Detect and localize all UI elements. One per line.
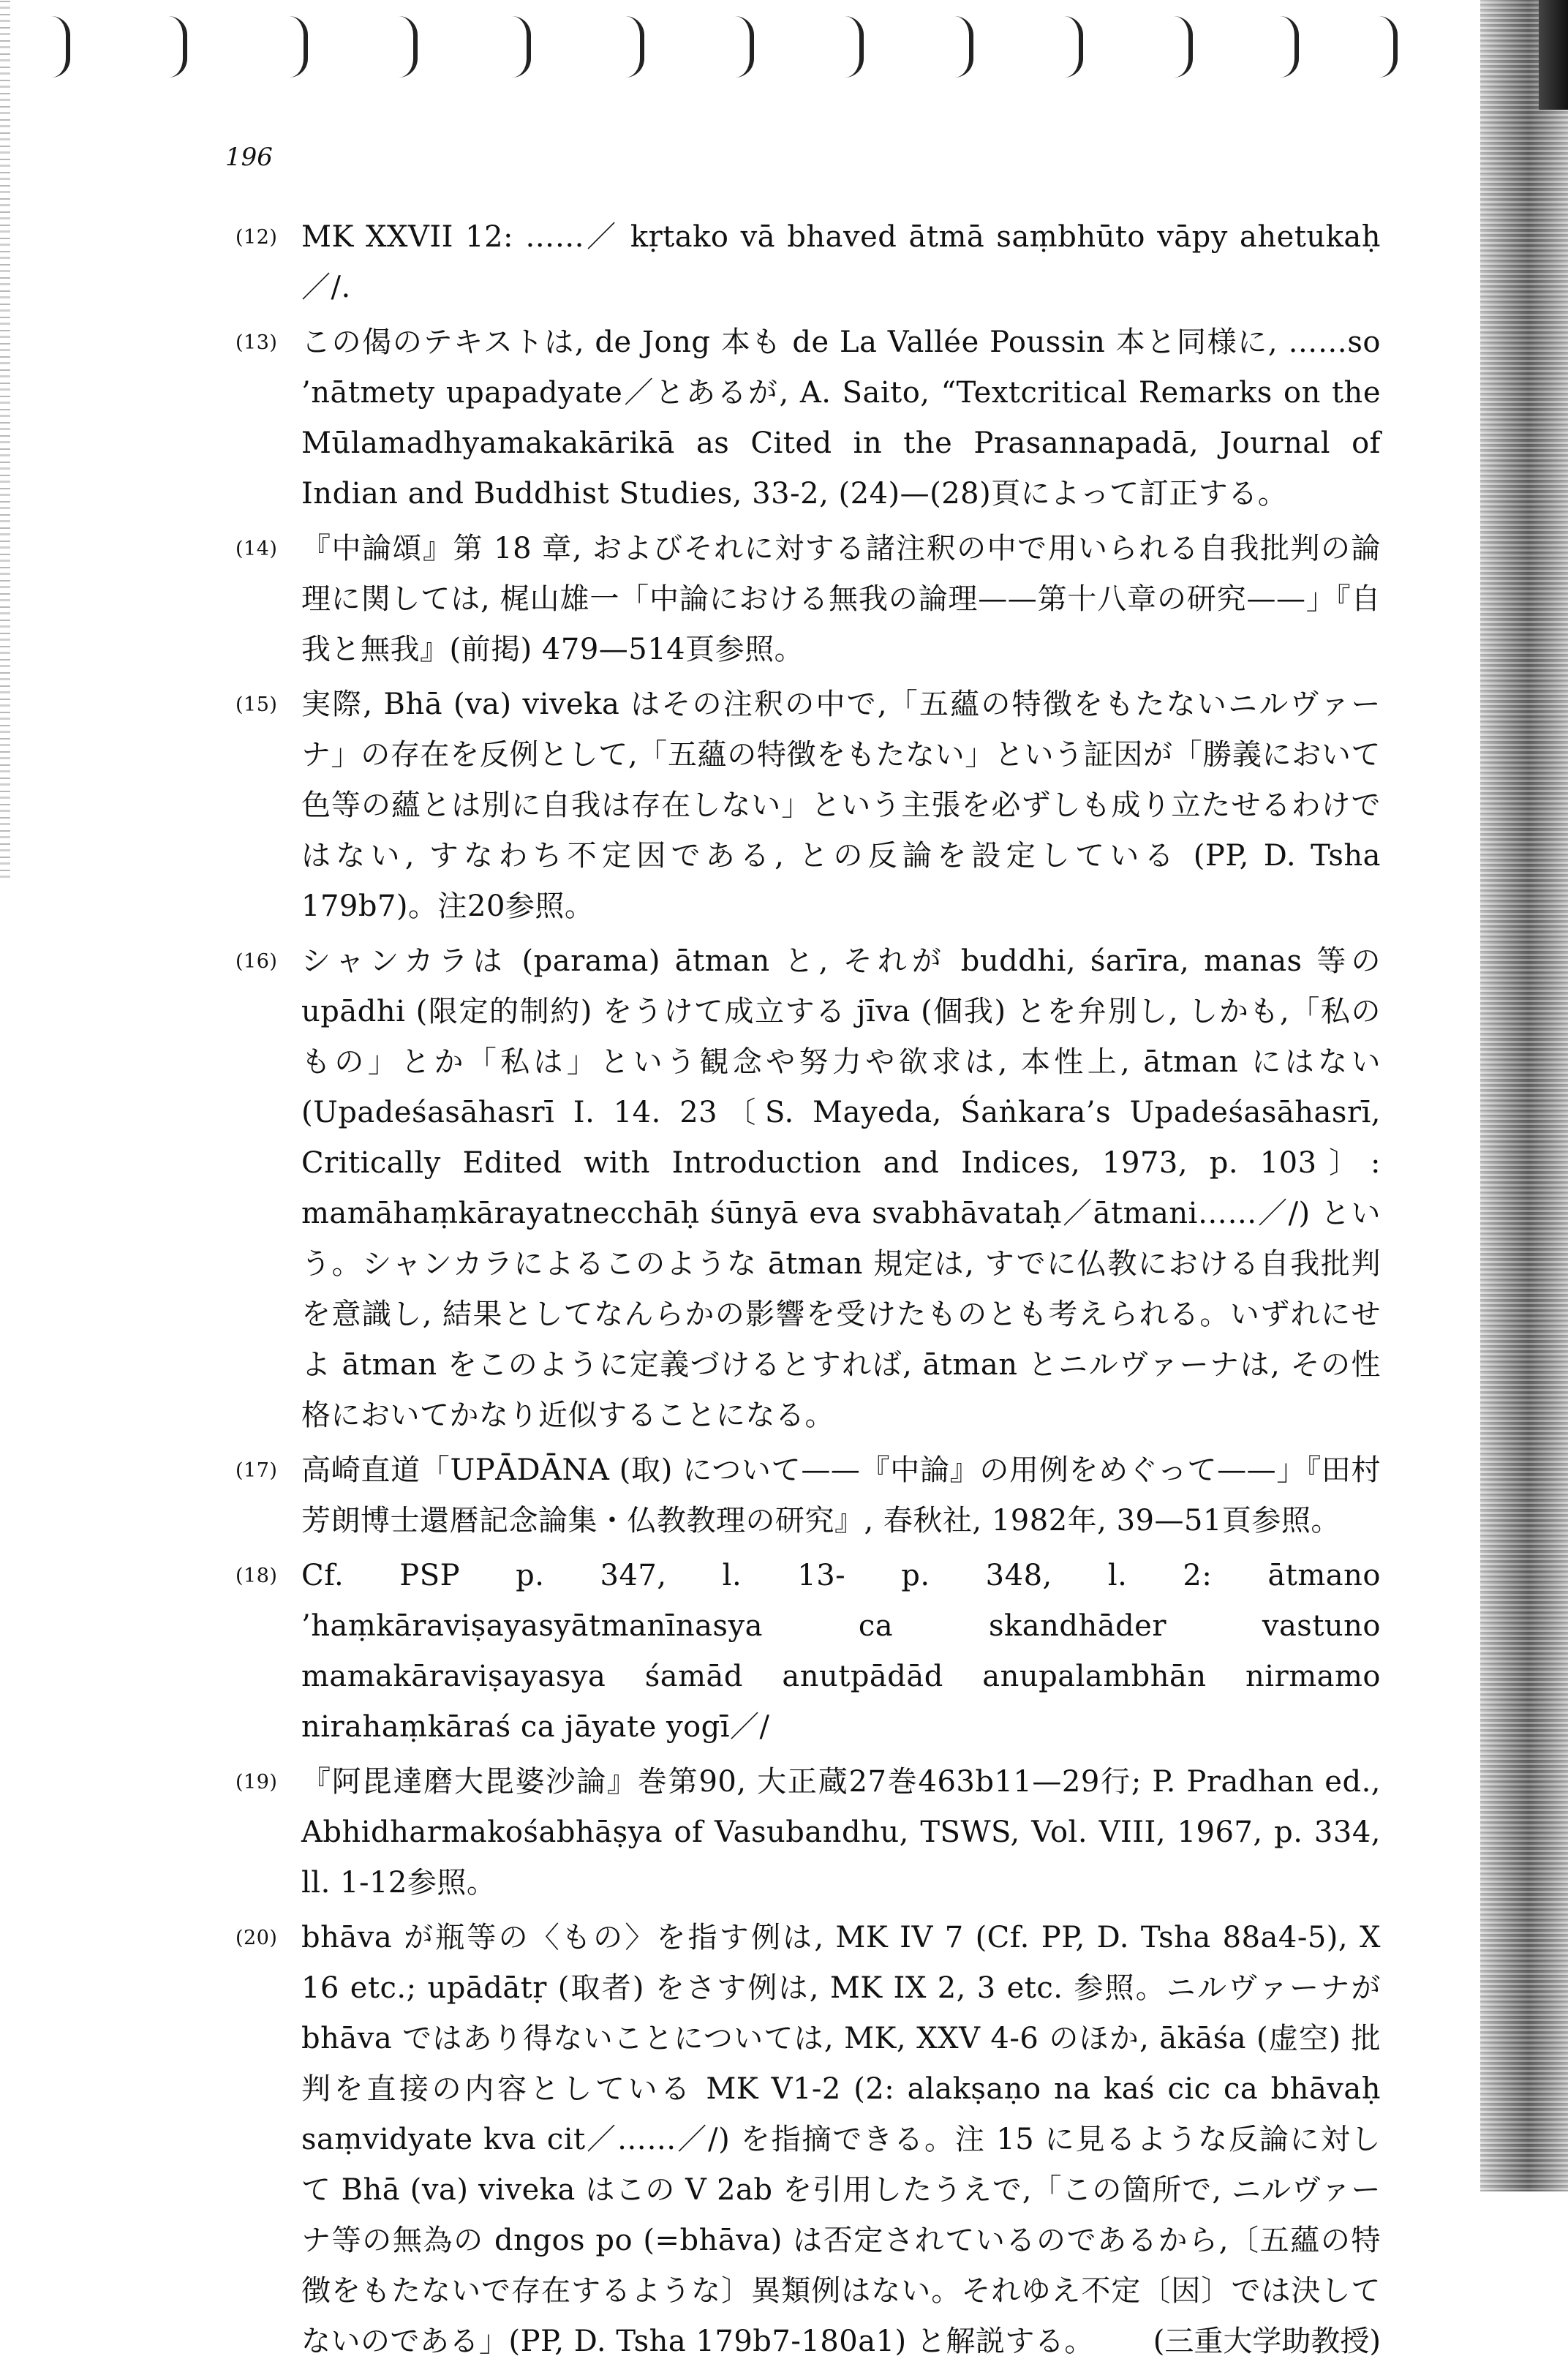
footnote-text: 『阿毘達磨大毘婆沙論』巻第90, 大正蔵27巻463b11—29行; P. Pradhan ed., Abhidharmakośabhāṣya of Vasubandhu, TSWS, Vol. VIII, 1967, p. 334, ll. 1-12参照。 xyxy=(301,1765,1381,1900)
footnote-17 xyxy=(235,1445,1381,1546)
footnote-text: 実際, Bhā (va) viveka はその注釈の中で,「五蘊の特徴をもたないニルヴァーナ」の存在を反例として,「五蘊の特徴をもたない」という証因が「勝義において色等の蘊とは別に自我は存在しない」という主張を必ずしも成り立たせるわけではない, すなわち不定因である, との反論を設定している (PP, D. Tsha 179b7)。注20参照。 xyxy=(301,688,1381,923)
footnote-16 xyxy=(235,936,1381,1441)
footnote-18 xyxy=(235,1551,1381,1753)
binding-hole xyxy=(399,16,418,78)
binding-hole xyxy=(51,16,70,78)
footnote-20 xyxy=(235,1913,1381,2367)
binding-hole xyxy=(845,16,864,78)
footnote-13 xyxy=(235,317,1381,519)
footnote-number: (20) xyxy=(235,1927,278,1949)
footnote-text: MK XXVII 12: ……／ kṛtako vā bhaved ātmā saṃbhūto vāpy ahetukaḥ／/. xyxy=(301,220,1381,304)
footnote-19 xyxy=(235,1757,1381,1908)
footnotes xyxy=(235,212,1381,2367)
footnote-number: (15) xyxy=(235,693,278,716)
page-number: 196 xyxy=(225,143,273,172)
binding-hole xyxy=(625,16,644,78)
binding-hole xyxy=(954,16,973,78)
footnote-text: bhāva が瓶等の〈もの〉を指す例は, MK IV 7 (Cf. PP, D. Tsha 88a4-5), X 16 etc.; upādātṛ (取者) をさす例は, MK IX 2, 3 etc. 参照。ニルヴァーナが bhāva ではあり得ないことについては, MK, XXV 4-6 のほか, ākāśa (虚空) 批判を直接の内容としている MK V1-2 (2: alakṣaṇo na kaś cic ca bhāvaḥ saṃvidyate kva cit／……／/) を指摘できる。注 15 に見るような反論に対して Bhā (va) viveka はこの V 2ab を引用したうえで,「この箇所で, ニルヴァーナ等の無為の dngos po (=bhāva) は否定されているのであるから,〔五蘊の特徴をもたないで存在するような〕異類例はない。それゆえ不定〔因〕では決してないのである」(PP, D. Tsha 179b7-180a1) と解説する。 xyxy=(301,1921,1381,2358)
footnote-15 xyxy=(235,680,1381,932)
binding-hole xyxy=(1379,16,1398,78)
author-affiliation: (三重大学助教授) xyxy=(1153,2325,1381,2358)
footnote-text: Cf. PSP p. 347, l. 13- p. 348, l. 2: ātmano ’haṃkāraviṣayasyātmanīnasya ca skandhāder vastuno mamakāraviṣayasya śamād anutpādād anupalambhān nirmamo nirahaṃkāraś ca jāyate yogī／/ xyxy=(301,1559,1381,1744)
book-binding-edge xyxy=(1480,0,1568,2191)
footnote-number: (16) xyxy=(235,950,278,973)
binding-hole xyxy=(289,16,308,78)
footnote-text: シャンカラは (parama) ātman と, それが buddhi, śarīra, manas 等の upādhi (限定的制約) をうけて成立する jīva (個我) とを弁別し, しかも,「私のもの」とか「私は」という観念や努力や欲求は, 本性上, ātman にはない (Upadeśasāhasrī I. 14. 23〔S. Mayeda, Śaṅkara’s Upadeśasāhasrī, Critically Edited with Introduction and Indices, 1973, p. 103〕: mamāhaṃkārayatnecchāḥ śūnyā eva svabhāvataḥ／ātmani……／/) という。シャンカラによるこのような ātman 規定は, すでに仏教における自我批判を意識し, 結果としてなんらかの影響を受けたものとも考えられる。いずれにせよ ātman をこのように定義づけるとすれば, ātman とニルヴァーナは, その性格においてかなり近似することになる。 xyxy=(301,944,1381,1432)
footnote-text: 『中論頌』第 18 章, およびそれに対する諸注釈の中で用いられる自我批判の論理に関しては, 梶山雄一「中論における無我の論理——第十八章の研究——」『自我と無我』(前掲) 479—514頁参照。 xyxy=(301,532,1381,666)
footnote-number: (19) xyxy=(235,1771,278,1794)
footnote-number: (17) xyxy=(235,1459,278,1482)
footnote-number: (13) xyxy=(235,331,278,354)
binding-holes xyxy=(0,16,1477,82)
binding-hole xyxy=(168,16,187,78)
footnote-14 xyxy=(235,524,1381,675)
binding-hole xyxy=(1064,16,1083,78)
footnote-number: (18) xyxy=(235,1565,278,1587)
binding-hole xyxy=(1174,16,1193,78)
scan-left-edge xyxy=(0,0,10,878)
footnote-number: (12) xyxy=(235,226,278,249)
footnote-number: (14) xyxy=(235,538,278,560)
footnote-12 xyxy=(235,212,1381,313)
binding-hole xyxy=(1280,16,1299,78)
binding-hole xyxy=(512,16,531,78)
footnote-text: 高崎直道「UPĀDĀNA (取) について——『中論』の用例をめぐって——」『田村芳朗博士還暦記念論集・仏教教理の研究』, 春秋社, 1982年, 39—51頁参照。 xyxy=(301,1453,1381,1538)
footnote-text: この偈のテキストは, de Jong 本も de La Vallée Poussin 本と同様に, ……so ’nātmety upapadyate／とあるが, A. Saito, “Textcritical Remarks on the Mūlamadhyamakakārikā as Cited in the Prasannapadā, Journal of Indian and Buddhist Studies, 33-2, (24)—(28)頁によって訂正する。 xyxy=(301,325,1381,511)
binding-hole xyxy=(735,16,754,78)
